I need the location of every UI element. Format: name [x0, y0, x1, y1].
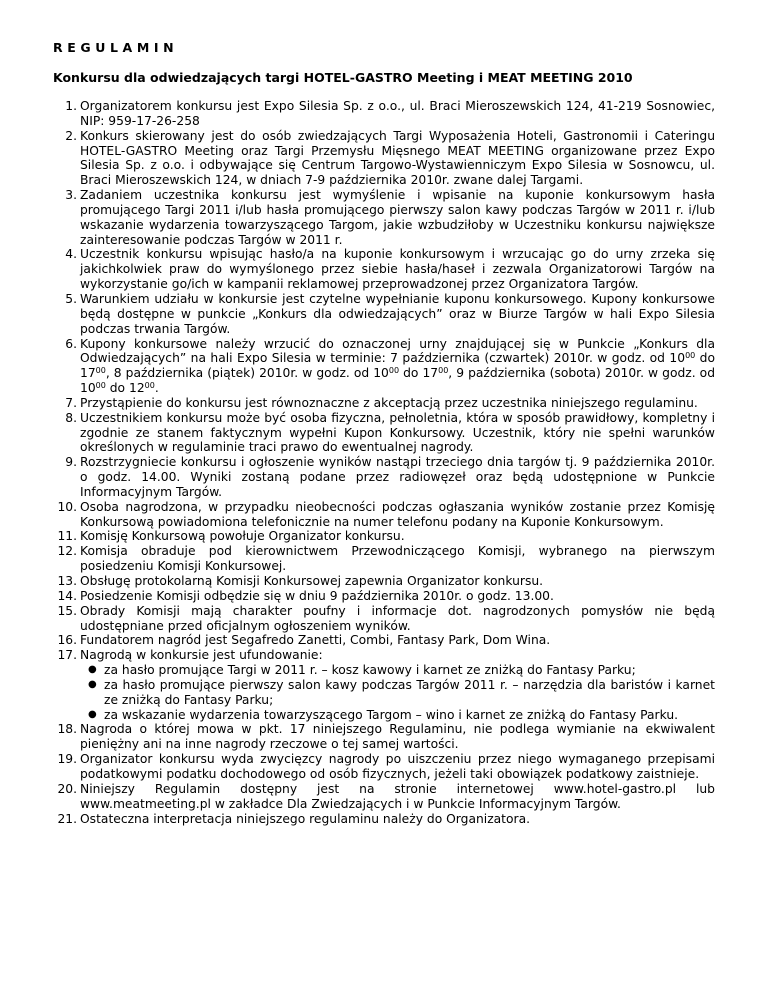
rule-number: 20. [57, 781, 77, 796]
prize-text: za wskazanie wydarzenia towarzyszącego Targom – wino i karnet ze zniżką do Fantasy Parku. [104, 707, 679, 722]
rule-number: 14. [57, 588, 77, 603]
rule-number: 5. [65, 291, 77, 306]
rule-item [57, 781, 715, 812]
time-superscript: 00 [438, 366, 449, 376]
rule-item [65, 336, 715, 396]
rule-number: 15. [57, 603, 77, 618]
prize-item [88, 663, 715, 678]
rule-number: 1. [65, 99, 77, 113]
rule-item [57, 648, 715, 722]
rule-item [57, 588, 715, 604]
rule-item [65, 410, 715, 456]
rule-item [65, 455, 715, 500]
rule-number: 12. [57, 544, 77, 559]
rule-number: 11. [57, 529, 77, 544]
rule-text: Ostateczna interpretacja niniejszego regulaminu należy do Organizatora. [80, 811, 531, 826]
prize-text: za hasło promujące Targi w 2011 r. – kosz kawowy i karnet ze zniżką do Fantasy Parku; [104, 663, 636, 678]
rule-text: Uczestnik konkursu wpisując hasło/a na kuponie konkursowym i wrzucając go do urny zrzeka się jakichkolwiek praw do wymyślonego przez siebie hasła/haseł i zezwala Organizatorowi Targów na wykorzystanie go/ich w kampanii reklamowej przeprowadzonej przez Organizatora Targów. [80, 247, 715, 292]
rule-text-part: do 17 [399, 366, 439, 381]
rule-item [65, 395, 715, 411]
time-superscript: 00 [95, 366, 106, 376]
document-subtitle: Konkursu dla odwiedzających targi HOTEL-GASTRO Meeting i MEAT MEETING 2010 [53, 70, 633, 85]
rule-number: 17. [57, 648, 77, 663]
bullet-icon: ● [88, 708, 97, 720]
rule-text: Niniejszy Regulamin dostępny jest na stronie internetowej www.hotel-gastro.pl lub www.meatmeeting.pl w zakładce Dla Zwiedzających i w Punkcie Informacyjnym Targów. [80, 781, 715, 811]
rule-number: 16. [57, 633, 77, 648]
rule-item [57, 752, 715, 782]
rule-text: Obrady Komisji mają charakter poufny i informacje dot. nagrodzonych pomysłów nie będą udostępniane przed oficjalnym ogłoszeniem wyników. [80, 603, 715, 633]
rule-item [57, 499, 715, 530]
rule-item [65, 247, 715, 292]
rule-item [57, 603, 715, 634]
rule-text: Komisja obraduje pod kierownictwem Przewodniczącego Komisji, wybranego na pierwszym posiedzeniu Komisji Konkursowej. [80, 544, 715, 574]
rule-item [57, 529, 715, 544]
prize-list [80, 663, 715, 722]
rule-text: Organizator konkursu wyda zwycięzcy nagrody po uiszczeniu przez niego wymaganego przepisami podatkowymi podatku dochodowego od osób fizycznych, jeżeli taki obowiązek podatkowy zaistnieje. [80, 752, 715, 781]
rule-text: Nagrodą w konkursie jest ufundowanie: [80, 648, 323, 663]
rule-number: 13. [57, 574, 77, 588]
rule-text: Uczestnikiem konkursu może być osoba fizyczna, pełnoletnia, która w sposób prawidłowy, kompletny i zgodnie ze stanem faktycznym wypełni Kupon Konkursowy. Uczestnik, który nie spełni warunków określonych w regulaminie traci prawo do ewentualnej nagrody. [80, 410, 715, 455]
rule-text: Fundatorem nagród jest Segafredo Zanetti, Combi, Fantasy Park, Dom Wina. [80, 633, 551, 648]
rule-item [65, 291, 715, 337]
rule-number: 2. [65, 128, 77, 143]
rule-text: Rozstrzygniecie konkursu i ogłoszenie wyników nastąpi trzeciego dnia targów tj. 9 października 2010r. o godz. 14.00. Wyniki zostaną podane przez radiowęzeł oraz będą udostępnione w Punkcie Informacyjnym Targów. [80, 455, 715, 499]
rule-item [57, 811, 715, 827]
rule-number: 9. [65, 455, 77, 470]
rules-list [57, 99, 715, 826]
rule-text-part: Kupony konkursowe należy wrzucić do oznaczonej urny znajdującej się w Punkcie „Konkurs dla Odwiedzających” na hali Expo Silesia w terminie: 7 października (czwartek) 2010r. w godz. od 10 [80, 336, 715, 366]
rule-text: Posiedzenie Komisji odbędzie się w dniu 9 października 2010r. o godz. 13.00. [80, 588, 554, 603]
rule-number: 21. [57, 811, 77, 826]
document-heading: REGULAMIN [53, 40, 179, 55]
rule-text-part: , 9 października (sobota) 2010r. w godz. od 10 [80, 366, 715, 396]
prize-text: za hasło promujące pierwszy salon kawy podczas Targów 2011 r. – narzędzia dla baristów i karnet ze zniżką do Fantasy Parku; [104, 677, 715, 707]
rule-number: 19. [57, 752, 77, 767]
time-superscript: 00 [388, 366, 400, 376]
rule-item [57, 544, 715, 574]
rule-number: 7. [65, 395, 77, 410]
rule-number: 8. [65, 410, 77, 425]
rule-item [65, 99, 715, 129]
time-superscript: 00 [144, 381, 155, 391]
rule-text-part: do 17 [80, 351, 715, 381]
rule-text-part: do 12 [105, 381, 145, 396]
rule-text: Przystąpienie do konkursu jest równoznaczne z akceptacją przez uczestnika niniejszego regulaminu. [80, 395, 698, 410]
rule-item [65, 188, 715, 247]
rule-number: 6. [65, 336, 77, 351]
bullet-icon: ● [88, 678, 97, 690]
rule-text-part: , 8 października (piątek) 2010r. w godz. od 10 [105, 366, 389, 381]
rule-number: 18. [57, 722, 77, 737]
rule-text: Komisję Konkursową powołuje Organizator konkursu. [80, 529, 405, 544]
rule-item [65, 128, 715, 188]
prize-item [88, 707, 715, 723]
rule-number: 10. [57, 499, 77, 514]
rule-text: Obsługę protokolarną Komisji Konkursowej zapewnia Organizator konkursu. [80, 574, 544, 588]
rule-number: 4. [65, 247, 77, 262]
prize-item [88, 677, 715, 708]
rule-text: Osoba nagrodzona, w przypadku nieobecności podczas ogłaszania wyników zostanie przez Komisję Konkursową powiadomiona telefonicznie na numer telefonu podany na Kuponie Konkursowym. [80, 499, 715, 529]
rule-text: Nagroda o której mowa w pkt. 17 niniejszego Regulaminu, nie podlega wymianie na ekwiwalent pieniężny ani na inne nagrody rzeczowe o tej samej wartości. [80, 722, 715, 752]
time-superscript: 00 [95, 381, 106, 391]
time-superscript: 00 [685, 351, 696, 361]
rule-number: 3. [65, 188, 77, 203]
rule-item [57, 574, 715, 589]
rule-item [57, 633, 715, 648]
rule-item [57, 722, 715, 752]
rule-text [80, 337, 715, 396]
bullet-icon: ● [88, 664, 97, 676]
rule-text: Zadaniem uczestnika konkursu jest wymyślenie i wpisanie na kuponie konkursowym hasła promującego Targi 2011 i/lub hasła promującego pierwszy salon kawy podczas Targów w 2011 r. i/lub wskazanie wydarzenia towarzyszącego Targom, jakie wzbudziłoby w Uczestniku konkursu największe zainteresowanie podczas Targów w 2011 r. [80, 188, 715, 247]
rule-text: Warunkiem udziału w konkursie jest czytelne wypełnianie kuponu konkursowego. Kupony konkursowe będą dostępne w punkcie „Konkurs dla odwiedzających” oraz w Biurze Targów w hali Expo Silesia podczas trwania Targów. [80, 291, 715, 336]
rule-text: Organizatorem konkursu jest Expo Silesia Sp. z o.o., ul. Braci Mieroszewskich 124, 41-219 Sosnowiec, NIP: 959-17-26-258 [80, 99, 715, 128]
rule-text: Konkurs skierowany jest do osób zwiedzających Targi Wyposażenia Hoteli, Gastronomii i Cateringu HOTEL-GASTRO Meeting oraz Targi Przemysłu Mięsnego MEAT MEETING organizowane przez Expo Silesia Sp. z o.o. i odbywające się Centrum Targowo-Wystawienniczym Expo Silesia w Sosnowcu, ul. Braci Mieroszewskich 124, w dniach 7-9 października 2010r. zwane dalej Targami. [80, 128, 715, 188]
rule-text-part: . [154, 381, 159, 396]
